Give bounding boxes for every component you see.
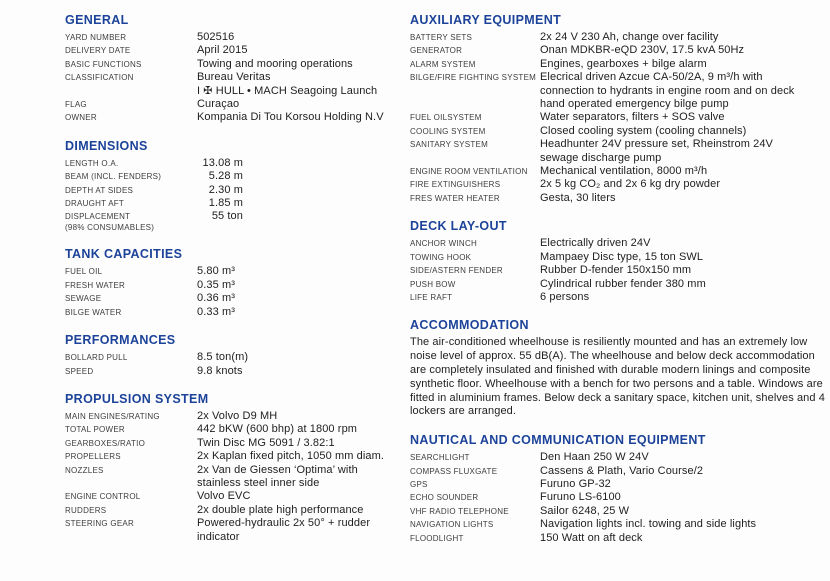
spec-label: FRES WATER HEATER xyxy=(410,193,500,203)
spec-row xyxy=(65,490,398,503)
spec-row xyxy=(410,44,826,57)
spec-value: 5.80 m³ xyxy=(197,265,235,278)
spec-row xyxy=(410,71,826,111)
spec-label: NOZZLES xyxy=(65,465,104,475)
section-auxiliary-equipment xyxy=(410,14,826,205)
spec-value: Towing and mooring operations xyxy=(197,57,353,70)
spec-row xyxy=(65,98,398,111)
spec-label: SEARCHLIGHT xyxy=(410,453,470,463)
spec-value: 1.85 m xyxy=(208,197,243,210)
spec-row xyxy=(410,518,826,531)
spec-label: ALARM SYSTEM xyxy=(410,59,476,69)
spec-value: Electrically driven 24V xyxy=(540,237,651,250)
section-tank-capacities xyxy=(65,248,398,319)
spec-label: NAVIGATION LIGHTS xyxy=(410,520,494,530)
spec-label: SPEED xyxy=(65,366,94,376)
section-title-performances: PERFORMANCES xyxy=(65,333,176,348)
spec-row xyxy=(410,192,826,205)
spec-row xyxy=(410,478,826,491)
section-title-auxiliary-equipment: AUXILIARY EQUIPMENT xyxy=(410,13,562,27)
spec-value: 5.28 m xyxy=(208,170,243,183)
spec-value: Volvo EVC xyxy=(197,490,251,503)
spec-value: Water separators, filters + SOS valve xyxy=(540,111,725,124)
spec-value: Cassens & Plath, Vario Course/2 xyxy=(540,464,704,477)
section-title-nautical-communication: NAUTICAL AND COMMUNICATION EQUIPMENT xyxy=(410,433,706,448)
section-nautical-communication xyxy=(410,434,826,545)
spec-row xyxy=(65,44,398,57)
spec-value: April 2015 xyxy=(197,44,248,57)
spec-label: TOTAL POWER xyxy=(65,425,125,435)
spec-value: 9.8 knots xyxy=(197,364,243,377)
spec-label: CLASSIFICATION xyxy=(65,73,134,83)
section-accommodation xyxy=(410,319,826,419)
spec-row xyxy=(65,437,398,450)
spec-label: SEWAGE xyxy=(65,294,102,304)
spec-value: Sailor 6248, 25 W xyxy=(540,504,630,517)
spec-row xyxy=(65,157,398,170)
spec-label: BATTERY SETS xyxy=(410,33,473,42)
spec-label: BILGE WATER xyxy=(65,307,122,317)
spec-value: Gesta, 30 liters xyxy=(540,191,616,204)
spec-row xyxy=(65,410,398,423)
spec-row xyxy=(65,197,398,210)
spec-row xyxy=(410,465,826,478)
spec-row xyxy=(410,58,826,71)
spec-value: 442 bKW (600 bhp) at 1800 rpm xyxy=(197,423,358,436)
left-column xyxy=(65,14,398,559)
spec-value: 2x double plate high performance xyxy=(197,503,364,516)
spec-label: DEPTH AT SIDES xyxy=(65,185,134,195)
spec-row xyxy=(410,111,826,124)
spec-row xyxy=(65,184,398,197)
spec-label: LENGTH O.A. xyxy=(65,158,119,168)
spec-row xyxy=(410,451,826,464)
spec-label: OWNER xyxy=(65,113,97,123)
spec-row xyxy=(410,178,826,191)
spec-value: 6 persons xyxy=(540,290,590,303)
spec-value: Cylindrical rubber fender 380 mm xyxy=(540,277,706,290)
section-performances xyxy=(65,334,398,378)
spec-row xyxy=(65,423,398,436)
section-title-propulsion-system: PROPULSION SYSTEM xyxy=(65,391,209,406)
spec-label: COMPASS FLUXGATE xyxy=(410,466,498,476)
spec-row xyxy=(410,31,826,44)
spec-label: FLAG xyxy=(65,100,87,110)
spec-row xyxy=(410,251,826,264)
spec-label: SIDE/ASTERN FENDER xyxy=(410,266,503,276)
spec-value: Elecrical driven Azcue CA-50/2A, 9 m³/h with connection to hydrants in engine room and on deck hand operated emergency bilge pump xyxy=(540,71,795,111)
spec-label: FIRE EXTINGUISHERS xyxy=(410,180,501,190)
spec-row xyxy=(65,111,398,124)
section-title-tank-capacities: TANK CAPACITIES xyxy=(65,247,183,262)
spec-label: PUSH BOW xyxy=(410,279,456,289)
spec-row xyxy=(65,517,398,544)
spec-value: Curaçao xyxy=(197,98,240,111)
spec-value: 13.08 m xyxy=(202,156,243,169)
spec-label: TOWING HOOK xyxy=(410,252,472,262)
right-column xyxy=(410,14,826,560)
spec-value: 2x Volvo D9 MH xyxy=(197,409,278,422)
spec-value: 0.36 m³ xyxy=(197,292,235,305)
spec-value: Den Haan 250 W 24V xyxy=(540,451,649,464)
spec-row xyxy=(410,237,826,250)
spec-label: ECHO SOUNDER xyxy=(410,493,479,503)
spec-label: FLOODLIGHT xyxy=(410,533,464,543)
spec-row xyxy=(410,505,826,518)
spec-label: BILGE/FIRE FIGHTING SYSTEM xyxy=(410,73,537,83)
spec-value: Powered-hydraulic 2x 50° + rudder indicator xyxy=(197,517,371,543)
spec-label: BEAM (INCL. FENDERS) xyxy=(65,172,162,182)
spec-row xyxy=(65,464,398,491)
spec-row xyxy=(65,365,398,378)
section-title-deck-layout: DECK LAY-OUT xyxy=(410,219,507,234)
spec-label: FUEL OILSYSTEM xyxy=(410,113,482,123)
section-general xyxy=(65,14,398,125)
spec-value: 0.33 m³ xyxy=(197,305,235,318)
spec-label: COOLING SYSTEM xyxy=(410,126,486,136)
spec-value: 2x Van de Giessen ‘Optima’ with stainless steel inner side xyxy=(197,463,358,489)
spec-label: FUEL OIL xyxy=(65,267,103,277)
spec-value: 2x Kaplan fixed pitch, 1050 mm diam. xyxy=(197,450,385,463)
spec-value: Onan MDKBR-eQD 230V, 17.5 kvA 50Hz xyxy=(540,44,745,57)
spec-label: DRAUGHT AFT xyxy=(65,199,125,209)
spec-label: MAIN ENGINES/RATING xyxy=(65,411,160,421)
spec-label: DELIVERY DATE xyxy=(65,46,131,56)
spec-row xyxy=(65,306,398,319)
section-title-general: GENERAL xyxy=(65,13,129,27)
spec-label: PROPELLERS xyxy=(65,452,121,462)
spec-value: Furuno GP-32 xyxy=(540,477,611,490)
spec-label: SANITARY SYSTEM xyxy=(410,140,488,150)
spec-value: Rubber D-fender 150x150 mm xyxy=(540,264,692,277)
spec-row xyxy=(65,351,398,364)
spec-value: 150 Watt on aft deck xyxy=(540,531,643,544)
spec-value: Engines, gearboxes + bilge alarm xyxy=(540,57,707,70)
spec-label: STEERING GEAR xyxy=(65,519,135,529)
spec-row xyxy=(65,450,398,463)
spec-row xyxy=(410,532,826,545)
spec-label: VHF RADIO TELEPHONE xyxy=(410,506,509,516)
spec-row xyxy=(410,165,826,178)
spec-row xyxy=(65,170,398,183)
spec-row xyxy=(65,58,398,71)
spec-label: YARD NUMBER xyxy=(65,33,127,42)
spec-value: 0.35 m³ xyxy=(197,278,235,291)
spec-label: FRESH WATER xyxy=(65,280,126,290)
spec-row xyxy=(410,264,826,277)
spec-row xyxy=(65,210,398,233)
spec-row xyxy=(410,138,826,165)
section-title-accommodation: ACCOMMODATION xyxy=(410,318,529,333)
spec-value: 2x 24 V 230 Ah, change over facility xyxy=(540,31,719,43)
section-propulsion-system xyxy=(65,393,398,544)
spec-label: ENGINE CONTROL xyxy=(65,492,141,502)
spec-value: Kompania Di Tou Korsou Holding N.V xyxy=(197,111,384,124)
spec-value: 2.30 m xyxy=(208,183,243,196)
accommodation-paragraph: The air-conditioned wheelhouse is resiliently mounted and has an extremely low noise level of approx. 55 dB(A). The wheelhouse and below deck accommodation are completely insulated and finished with durable modern linings and composite synthetic floor. Wheelhouse with a bench for two persons and a table. Windows are fitted in aluminium frames. Below deck a sanitary space, kitchen unit, shelves and 4 lockers are arranged. xyxy=(410,336,825,418)
spec-value: Furuno LS-6100 xyxy=(540,491,621,504)
spec-label: BASIC FUNCTIONS xyxy=(65,59,142,69)
spec-label: BOLLARD PULL xyxy=(65,353,128,363)
spec-label: ENGINE ROOM VENTILATION xyxy=(410,167,528,177)
spec-value: 55 ton xyxy=(211,210,243,223)
spec-label: RUDDERS xyxy=(65,505,107,515)
spec-value: 2x 5 kg CO₂ and 2x 6 kg dry powder xyxy=(540,178,721,191)
spec-row xyxy=(65,279,398,292)
spec-value: Navigation lights incl. towing and side lights xyxy=(540,518,757,531)
spec-label: ANCHOR WINCH xyxy=(410,239,477,249)
spec-value: Bureau Veritas I ✠ HULL • MACH Seagoing Launch xyxy=(197,71,378,97)
spec-row xyxy=(410,125,826,138)
spec-row xyxy=(65,71,398,98)
spec-value: Twin Disc MG 5091 / 3.82:1 xyxy=(197,436,335,449)
section-dimensions xyxy=(65,140,398,234)
spec-row xyxy=(65,292,398,305)
spec-value: Mechanical ventilation, 8000 m³/h xyxy=(540,165,708,178)
spec-value: Headhunter 24V pressure set, Rheinstrom 24V sewage discharge pump xyxy=(540,138,773,164)
spec-row xyxy=(410,291,826,304)
section-title-dimensions: DIMENSIONS xyxy=(65,138,148,153)
spec-row xyxy=(65,504,398,517)
spec-label: GPS xyxy=(410,479,428,489)
spec-row xyxy=(410,278,826,291)
spec-value: Mampaey Disc type, 15 ton SWL xyxy=(540,250,704,263)
spec-label: DISPLACEMENT (98% CONSUMABLES) xyxy=(65,212,155,232)
spec-value: Closed cooling system (cooling channels) xyxy=(540,124,747,137)
section-deck-layout xyxy=(410,220,826,304)
spec-label: LIFE RAFT xyxy=(410,292,453,302)
spec-row xyxy=(65,265,398,278)
spec-value: 8.5 ton(m) xyxy=(197,351,249,364)
spec-label: GEARBOXES/RATIO xyxy=(65,438,146,448)
spec-value: 502516 xyxy=(197,31,235,43)
spec-row xyxy=(65,31,398,44)
spec-row xyxy=(410,491,826,504)
spec-label: GENERATOR xyxy=(410,46,463,56)
